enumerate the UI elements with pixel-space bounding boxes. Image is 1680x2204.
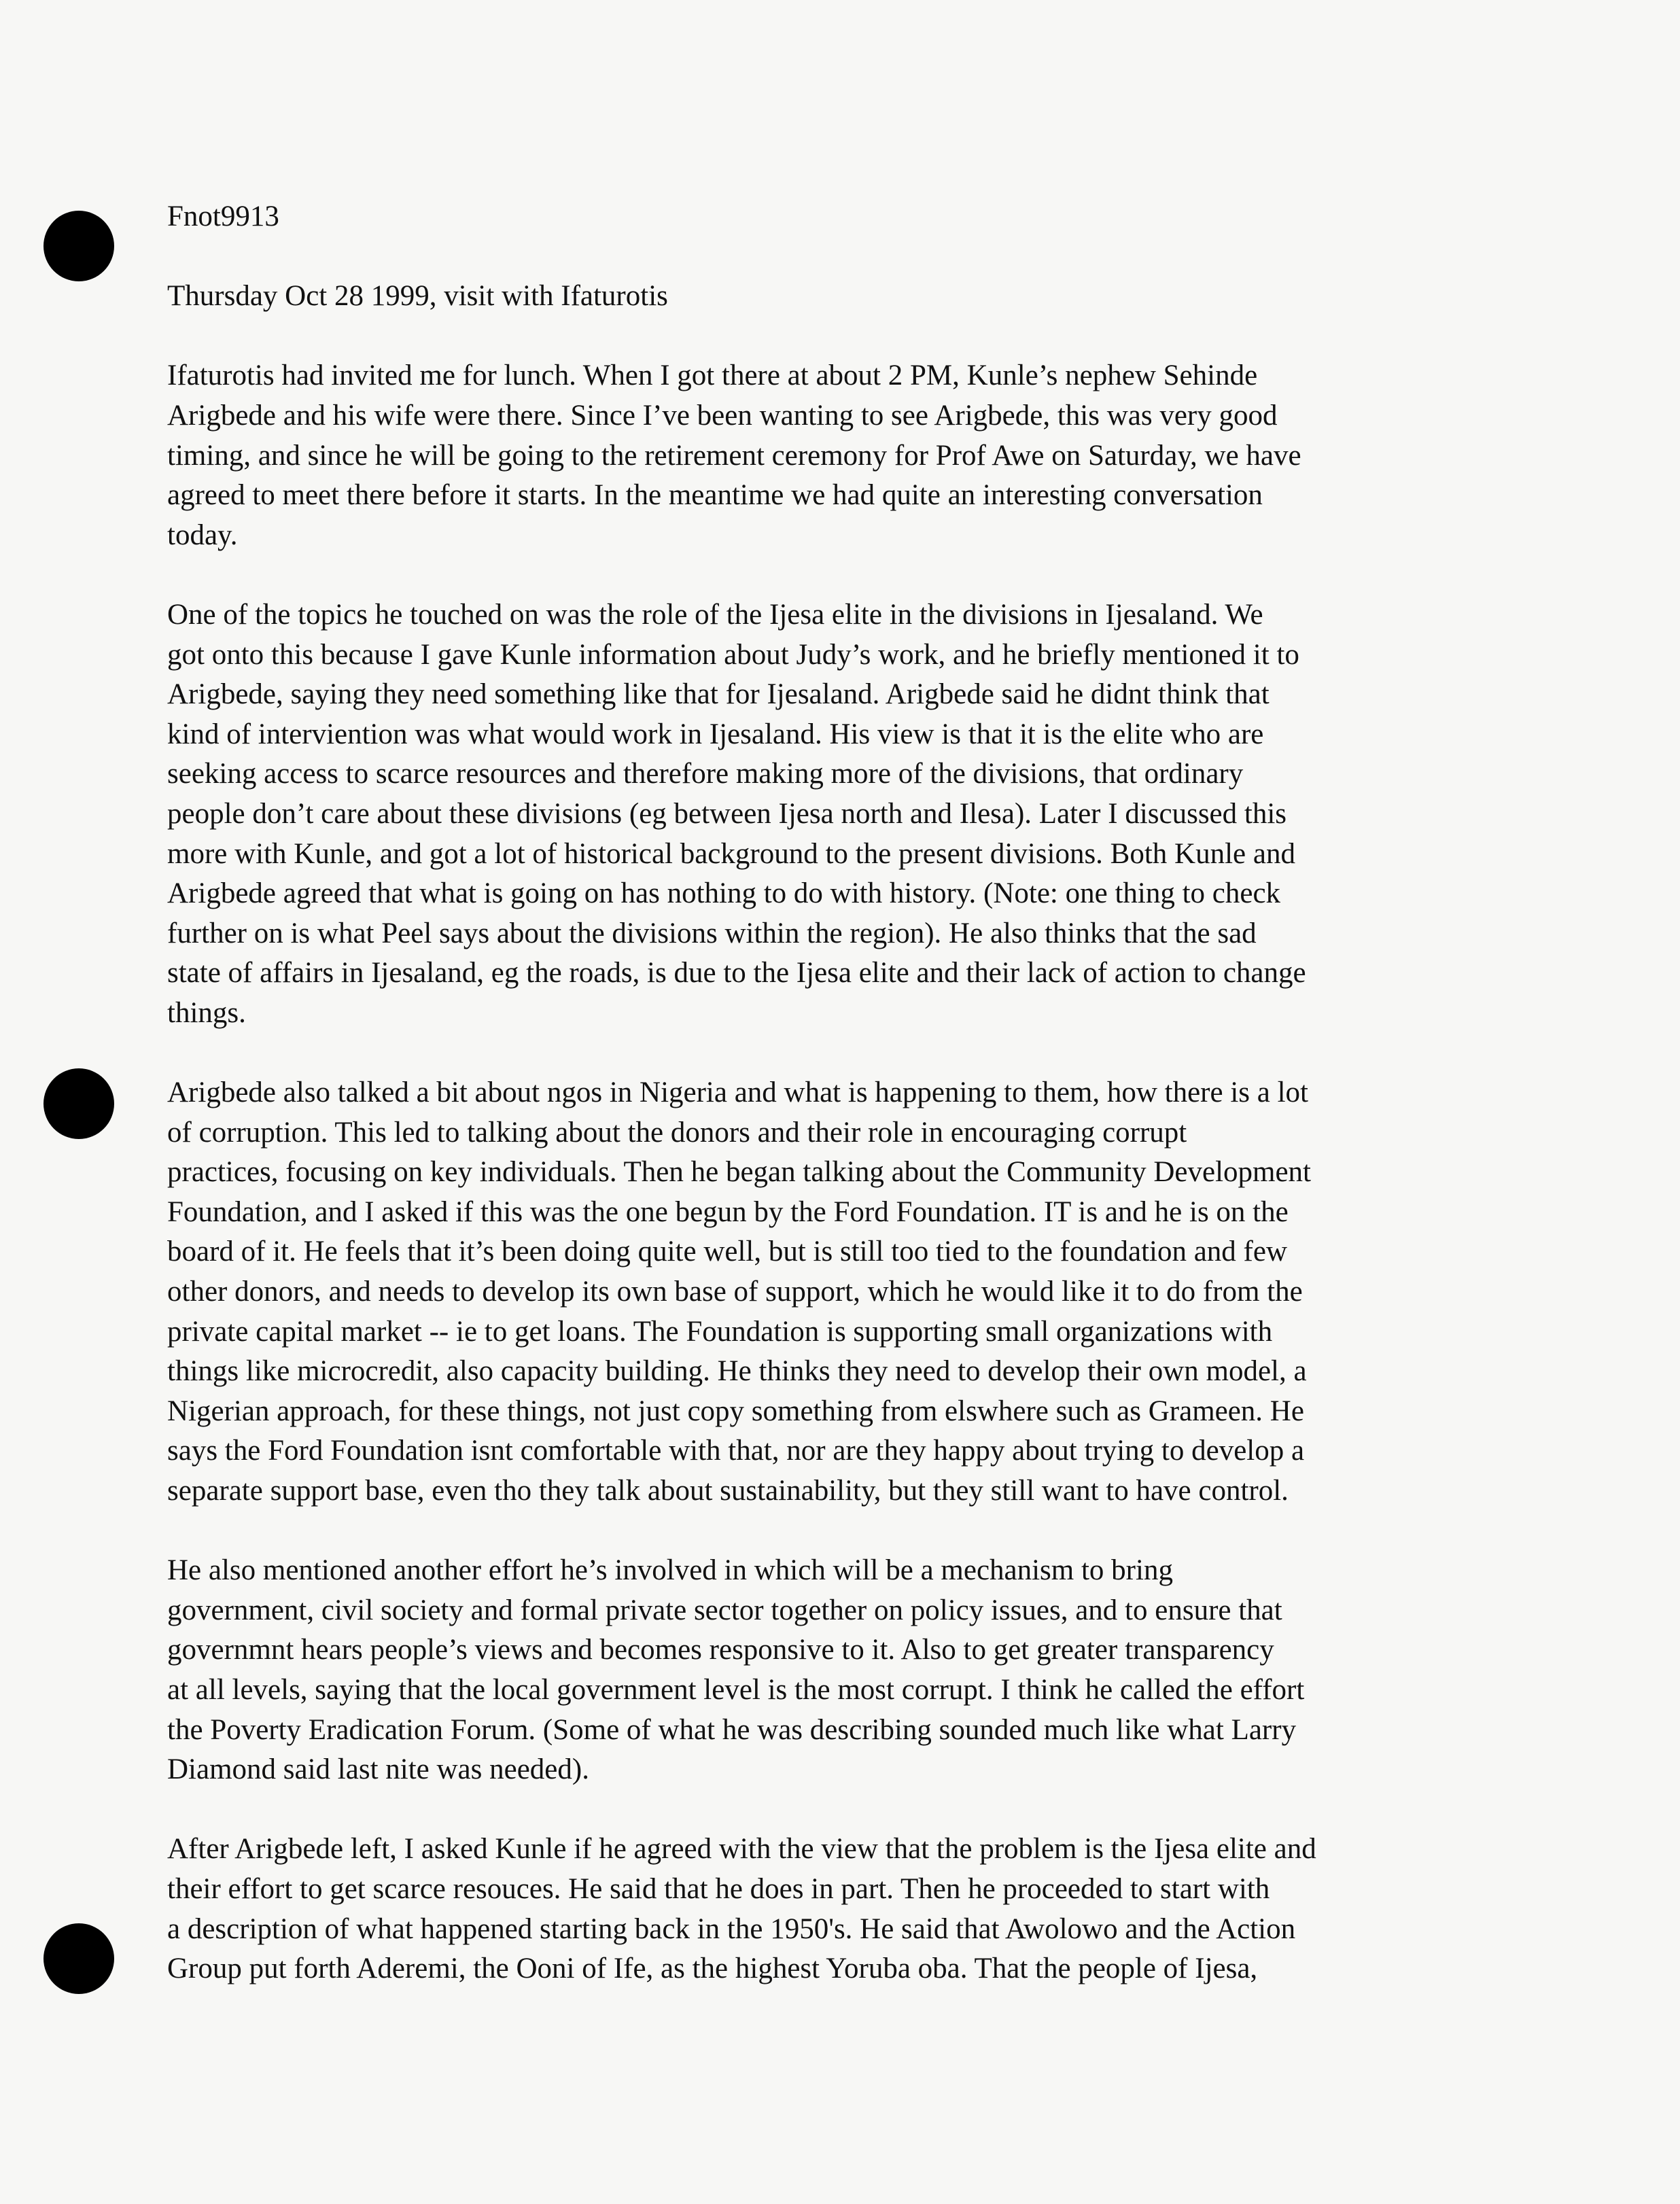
- paragraph-line: government, civil society and formal private sector together on policy issues, and to ensure that: [167, 1594, 1282, 1626]
- paragraph-5: [167, 1830, 1458, 1989]
- paragraph-line: separate support base, even tho they talk about sustainability, but they still want to have control.: [167, 1475, 1289, 1507]
- paragraph-line: seeking access to scarce resources and therefore making more of the divisions, that ordinary: [167, 758, 1244, 790]
- paragraph-line: Arigbede also talked a bit about ngos in Nigeria and what is happening to them, how there is a lot: [167, 1077, 1308, 1109]
- paragraph-line: things.: [167, 996, 246, 1029]
- paragraph-line: kind of interviention was what would work in Ijesaland. His view is that it is the elite who are: [167, 718, 1264, 750]
- paragraph-line: governmnt hears people’s views and becomes responsive to it. Also to get greater transparency: [167, 1634, 1274, 1666]
- spacer: [167, 1033, 1458, 1073]
- punch-hole-bottom: [43, 1923, 114, 1994]
- spacer: [167, 555, 1458, 595]
- paragraph-line: He also mentioned another effort he’s involved in which will be a mechanism to bring: [167, 1554, 1173, 1587]
- document-body: [167, 197, 1458, 1989]
- paragraph-line: agreed to meet there before it starts. In the meantime we had quite an interesting conversation: [167, 479, 1263, 512]
- paragraph-line: Group put forth Aderemi, the Ooni of Ife, as the highest Yoruba oba. That the people of Ijesa,: [167, 1953, 1258, 1985]
- paragraph-line: of corruption. This led to talking about the donors and their role in encouraging corrupt: [167, 1116, 1187, 1149]
- paragraph-line: things like microcredit, also capacity building. He thinks they need to develop their own model, a: [167, 1355, 1307, 1388]
- paragraph-line: at all levels, saying that the local government level is the most corrupt. I think he called the effort: [167, 1673, 1305, 1706]
- paragraph-line: practices, focusing on key individuals. Then he began talking about the Community Development: [167, 1156, 1312, 1189]
- paragraph-line: Arigbede, saying they need something like that for Ijesaland. Arigbede said he didnt think that: [167, 678, 1270, 711]
- paragraph-line: Foundation, and I asked if this was the one begun by the Ford Foundation. IT is and he is on the: [167, 1195, 1289, 1228]
- spacer: [167, 1790, 1458, 1830]
- paragraph-line: state of affairs in Ijesaland, eg the roads, is due to the Ijesa elite and their lack of action to change: [167, 957, 1306, 990]
- spacer: [167, 237, 1458, 277]
- paragraph-3: [167, 1073, 1458, 1511]
- date-line: Thursday Oct 28 1999, visit with Ifaturotis: [167, 280, 668, 313]
- paragraph-line: private capital market -- ie to get loans. The Foundation is supporting small organizations with: [167, 1315, 1273, 1348]
- paragraph-line: One of the topics he touched on was the role of the Ijesa elite in the divisions in Ijesaland. We: [167, 598, 1263, 631]
- paragraph-line: Arigbede and his wife were there. Since I’ve been wanting to see Arigbede, this was very good: [167, 399, 1278, 432]
- punch-hole-top: [43, 211, 114, 281]
- paragraph-1: [167, 356, 1458, 555]
- spacer: [167, 1511, 1458, 1552]
- paragraph-line: Diamond said last nite was needed).: [167, 1753, 589, 1786]
- document-id: Fnot9913: [167, 200, 279, 232]
- paragraph-line: people don’t care about these divisions (eg between Ijesa north and Ilesa). Later I discussed this: [167, 797, 1287, 830]
- paragraph-line: other donors, and needs to develop its own base of support, which he would like it to do from the: [167, 1276, 1303, 1308]
- paragraph-line: After Arigbede left, I asked Kunle if he agreed with the view that the problem is the Ijesa elite and: [167, 1833, 1316, 1866]
- paragraph-line: timing, and since he will be going to the retirement ceremony for Prof Awe on Saturday, we have: [167, 439, 1301, 472]
- paragraph-line: their effort to get scarce resouces. He said that he does in part. Then he proceeded to start with: [167, 1872, 1270, 1905]
- punch-hole-middle: [43, 1068, 114, 1139]
- paragraph-line: Ifaturotis had invited me for lunch. When I got there at about 2 PM, Kunle’s nephew Sehinde: [167, 360, 1258, 392]
- paragraph-4: [167, 1551, 1458, 1790]
- paragraph-2: [167, 595, 1458, 1034]
- paragraph-line: got onto this because I gave Kunle information about Judy’s work, and he briefly mentioned it to: [167, 638, 1299, 671]
- paragraph-line: Arigbede agreed that what is going on has nothing to do with history. (Note: one thing to check: [167, 877, 1281, 910]
- paragraph-line: more with Kunle, and got a lot of historical background to the present divisions. Both Kunle and: [167, 837, 1295, 870]
- spacer: [167, 317, 1458, 357]
- paragraph-line: says the Ford Foundation isnt comfortable with that, nor are they happy about trying to develop a: [167, 1435, 1305, 1467]
- paragraph-line: today.: [167, 519, 238, 551]
- paragraph-line: the Poverty Eradication Forum. (Some of what he was describing sounded much like what Larry: [167, 1713, 1297, 1746]
- paragraph-line: Nigerian approach, for these things, not just copy something from elswhere such as Grameen. He: [167, 1395, 1304, 1427]
- paragraph-line: a description of what happened starting back in the 1950's. He said that Awolowo and the Action: [167, 1912, 1296, 1945]
- paragraph-line: further on is what Peel says about the divisions within the region). He also thinks that the sad: [167, 917, 1257, 949]
- paragraph-line: board of it. He feels that it’s been doing quite well, but is still too tied to the foundation and few: [167, 1236, 1288, 1268]
